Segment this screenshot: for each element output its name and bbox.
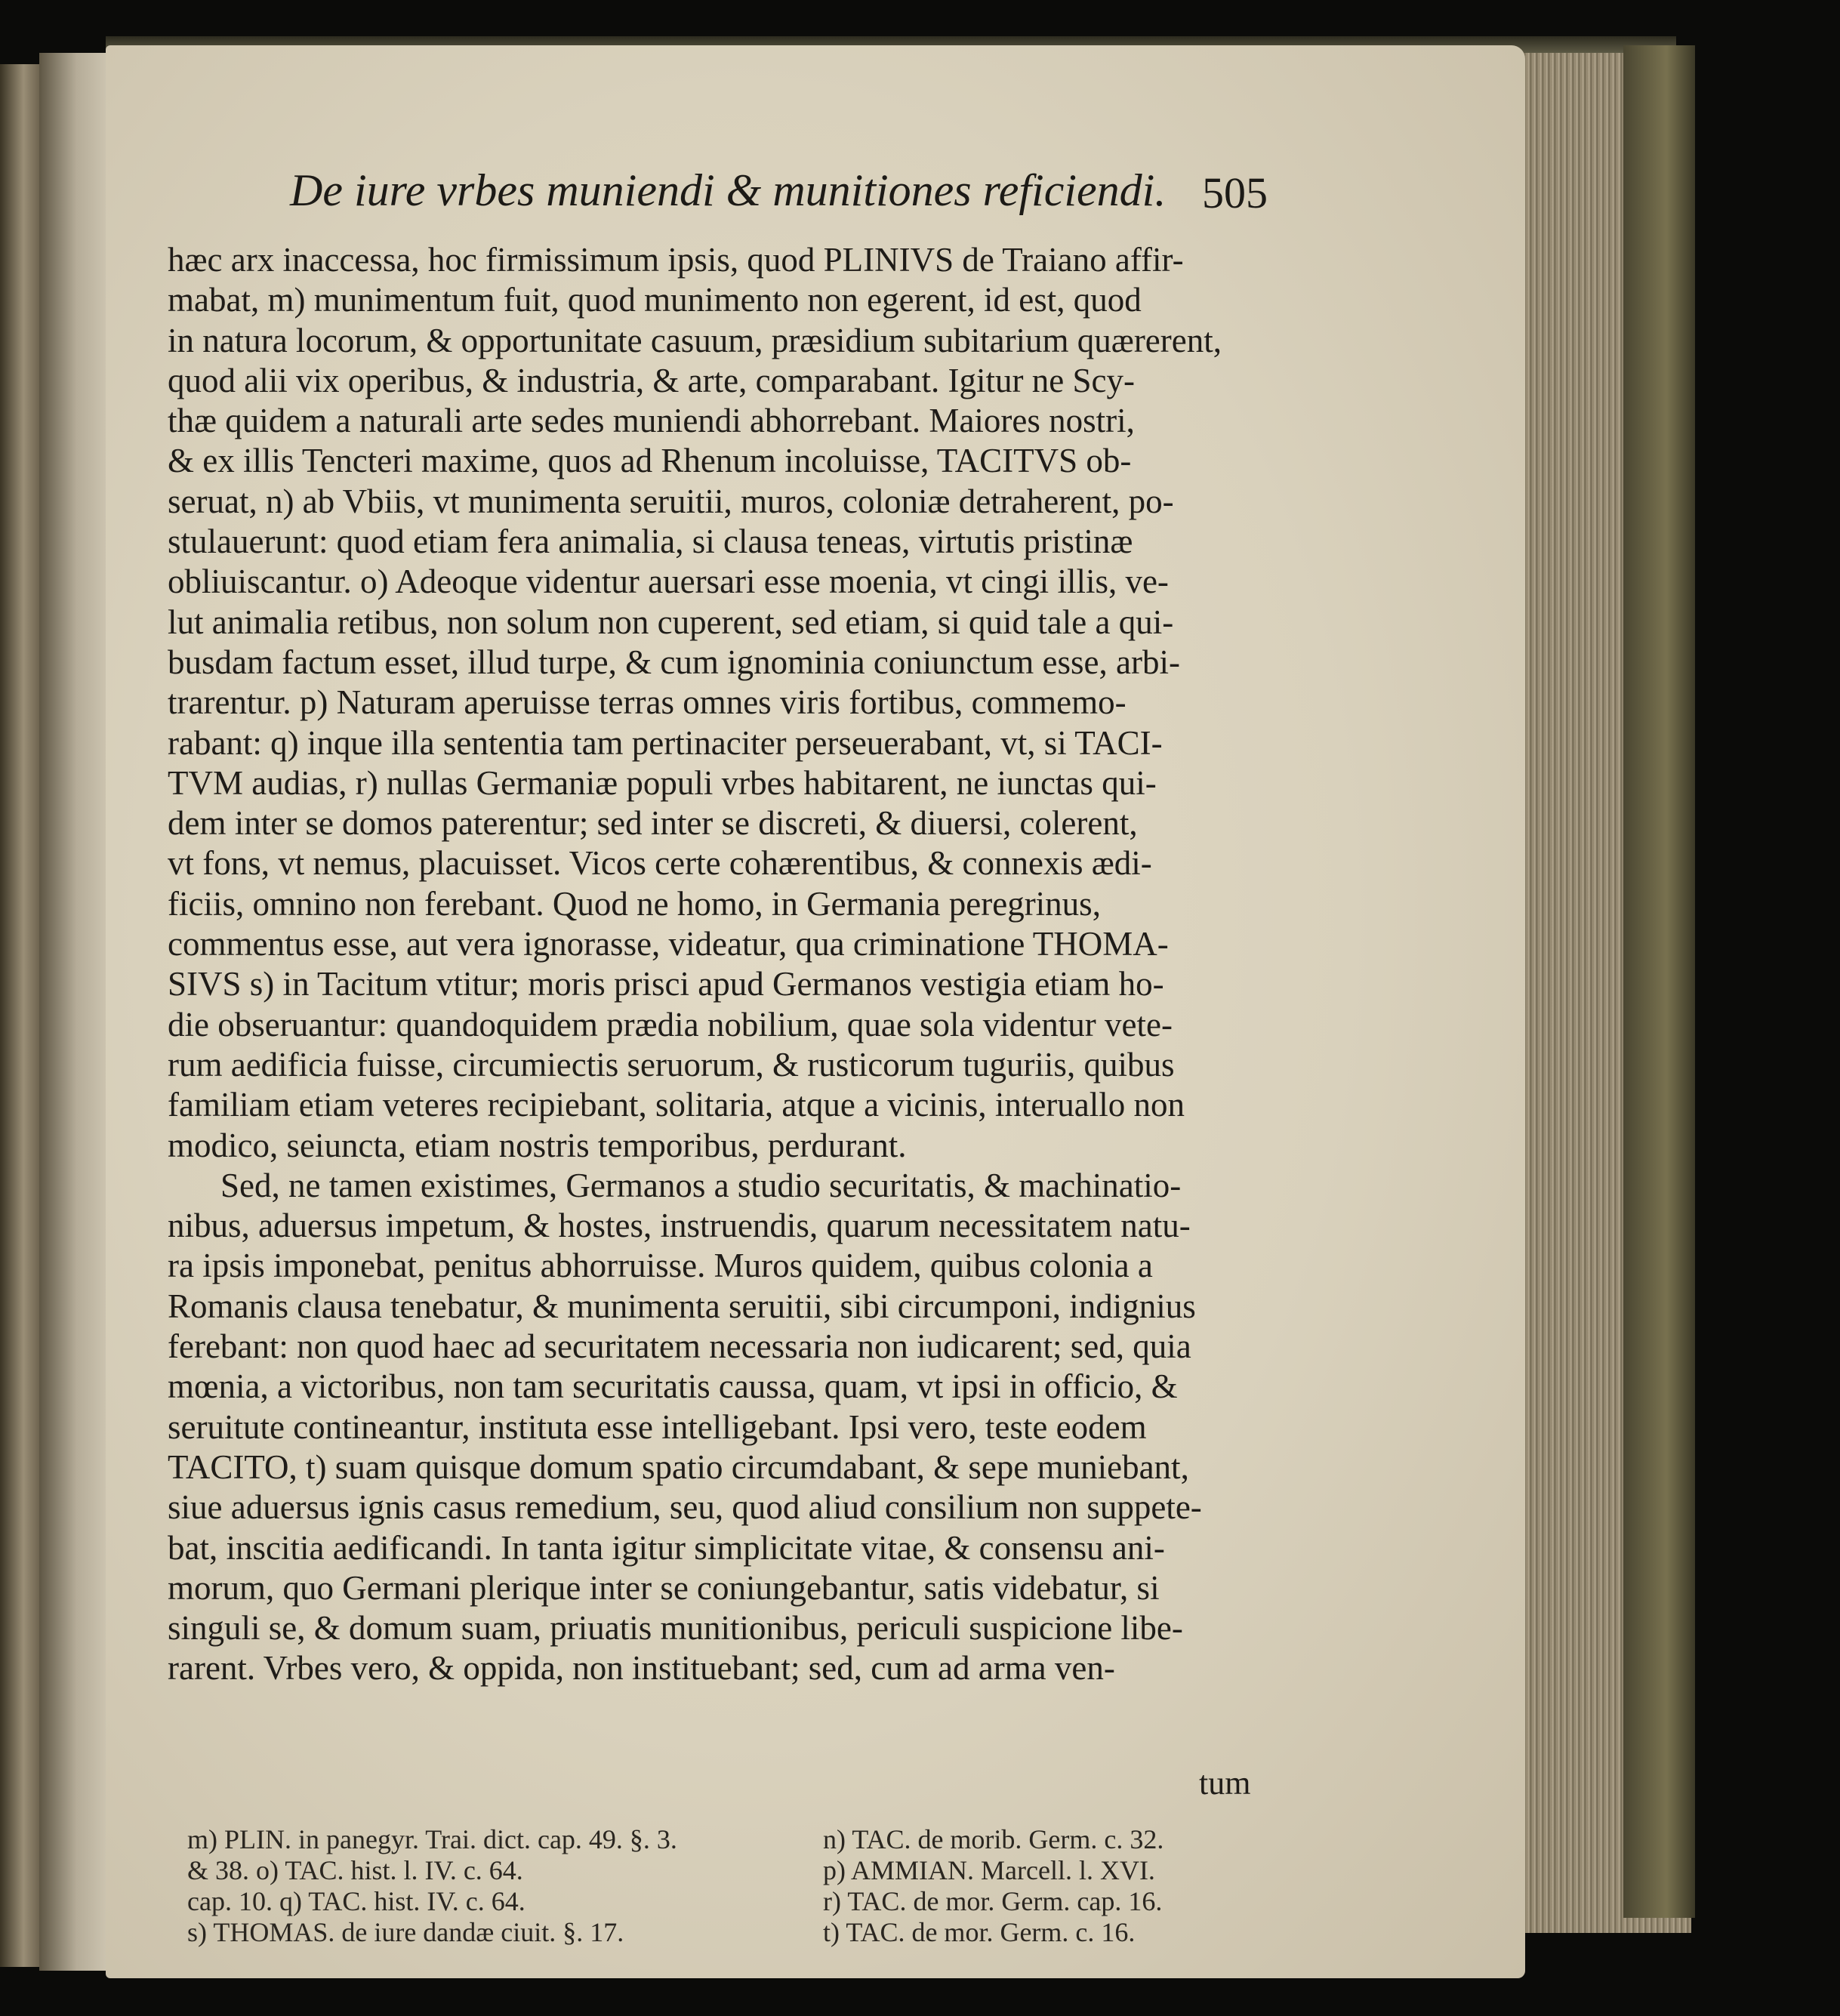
catchword: tum — [1199, 1765, 1251, 1802]
footnote: n) TAC. de morib. Germ. c. 32. — [823, 1824, 1164, 1854]
footnote: r) TAC. de mor. Germ. cap. 16. — [823, 1886, 1163, 1916]
text-line: die obseruantur: quandoquidem prædia nobilium, quae sola videntur vete- — [168, 1005, 1173, 1043]
text-line: nibus, aduersus impetum, & hostes, instruendis, quarum necessitatem natu- — [168, 1207, 1191, 1245]
text-line: modico, seiuncta, etiam nostris temporibus, perdurant. — [168, 1126, 907, 1164]
text-line: obliuiscantur. o) Adeoque videntur auersari esse moenia, vt cingi illis, ve- — [168, 563, 1169, 601]
footnote: s) THOMAS. de iure dandæ ciuit. §. 17. — [187, 1917, 624, 1947]
footnotes-left-column — [187, 1824, 738, 1948]
text-line: rarent. Vrbes vero, & oppida, non instituebant; sed, cum ad arma ven- — [168, 1649, 1115, 1688]
text-line: trarentur. p) Naturam aperuisse terras omnes viris fortibus, commemo- — [168, 683, 1126, 722]
footnote: m) PLIN. in panegyr. Trai. dict. cap. 49. §. 3. — [187, 1824, 677, 1854]
text-line: quod alii vix operibus, & industria, & arte, comparabant. Igitur ne Scy- — [168, 361, 1135, 399]
page-number: 505 — [1202, 168, 1268, 217]
text-line: mœnia, a victoribus, non tam securitatis caussa, quam, vt ipsi in officio, & — [168, 1367, 1178, 1406]
text-line: rabant: q) inque illa sententia tam pertinaciter perseuerabant, vt, si TACI- — [168, 723, 1163, 762]
text-line: morum, quo Germani plerique inter se coniungebantur, satis videbatur, si — [168, 1568, 1160, 1607]
footnote: cap. 10. q) TAC. hist. IV. c. 64. — [187, 1886, 525, 1916]
text-line: ficiis, omnino non ferebant. Quod ne homo, in Germania peregrinus, — [168, 884, 1101, 923]
text-line: hæc arx inaccessa, hoc firmissimum ipsis, quod PLINIVS de Traiano affir- — [168, 241, 1184, 279]
footnote: & 38. o) TAC. hist. l. IV. c. 64. — [187, 1855, 523, 1885]
text-line: in natura locorum, & opportunitate casuum, præsidium subitarium quærerent, — [168, 321, 1222, 359]
text-line: SIVS s) in Tacitum vtitur; moris prisci apud Germanos vestigia etiam ho- — [168, 965, 1164, 1003]
text-line: familiam etiam veteres recipiebant, solitaria, atque a vicinis, interuallo non — [168, 1086, 1185, 1124]
text-line: & ex illis Tencteri maxime, quos ad Rhenum incoluisse, TACITVS ob- — [168, 442, 1132, 480]
text-line: mabat, m) munimentum fuit, quod munimento non egerent, id est, quod — [168, 281, 1142, 319]
text-line: Sed, ne tamen existimes, Germanos a studio securitatis, & machinatio- — [220, 1166, 1182, 1204]
footnote: p) AMMIAN. Marcell. l. XVI. — [823, 1855, 1155, 1885]
text-line: ferebant: non quod haec ad securitatem necessaria non iudicarent; sed, quia — [168, 1327, 1191, 1366]
text-line: siue aduersus ignis casus remedium, seu, quod aliud consilium non suppete- — [168, 1488, 1202, 1527]
text-line: stulauerunt: quod etiam fera animalia, si clausa teneas, virtutis pristinæ — [168, 522, 1133, 561]
text-line: commentus esse, aut vera ignorasse, videatur, qua criminatione THOMA- — [168, 925, 1169, 963]
text-line: lut animalia retibus, non solum non cuperent, sed etiam, si quid tale a qui- — [168, 603, 1174, 641]
text-line: rum aedificia fuisse, circumiectis seruorum, & rusticorum tuguriis, quibus — [168, 1045, 1175, 1084]
text-line: busdam factum esset, illud turpe, & cum ignominia coniunctum esse, arbi- — [168, 643, 1180, 681]
text-line: vt fons, vt nemus, placuisset. Vicos certe cohærentibus, & connexis ædi- — [168, 844, 1152, 883]
text-line: seruitute contineantur, instituta esse intelligebant. Ipsi vero, teste eodem — [168, 1407, 1147, 1446]
cover-board-edge — [1623, 45, 1695, 1918]
text-line: bat, inscitia aedificandi. In tanta igitur simplicitate vitae, & consensu ani- — [168, 1528, 1165, 1567]
text-line: TVM audias, r) nullas Germaniæ populi vrbes habitarent, ne iunctas qui- — [168, 763, 1157, 802]
footnotes-right-column — [823, 1824, 1276, 1948]
running-head: De iure vrbes muniendi & munitiones reficiendi. — [290, 165, 1167, 215]
text-line: dem inter se domos paterentur; sed inter se discreti, & diuersi, colerent, — [168, 804, 1138, 843]
text-line: Romanis clausa tenebatur, & munimenta seruitii, sibi circumponi, indignius — [168, 1287, 1196, 1325]
text-line: seruat, n) ab Vbiis, vt munimenta seruitii, muros, coloniæ detraherent, po- — [168, 482, 1174, 520]
text-line: thæ quidem a naturali arte sedes muniendi abhorrebant. Maiores nostri, — [168, 402, 1135, 440]
footnote: t) TAC. de mor. Germ. c. 16. — [823, 1917, 1136, 1947]
text-line: ra ipsis imponebat, penitus abhorruisse. Muros quidem, quibus colonia a — [168, 1247, 1153, 1285]
text-line: TACITO, t) suam quisque domum spatio circumdabant, & sepe muniebant, — [168, 1447, 1189, 1486]
facing-page-edge — [0, 64, 39, 1967]
text-line: singuli se, & domum suam, priuatis munitionibus, periculi suspicione libe- — [168, 1609, 1183, 1648]
body-text — [168, 240, 1262, 1689]
